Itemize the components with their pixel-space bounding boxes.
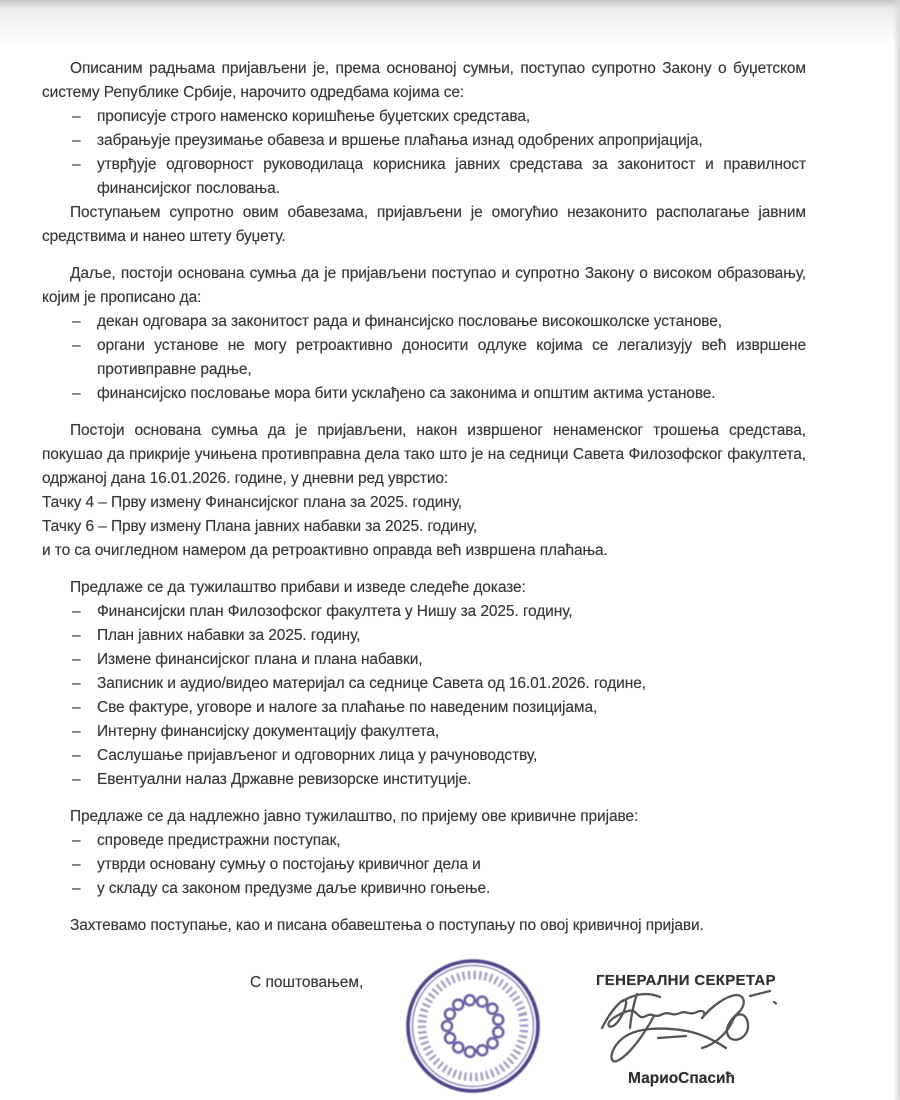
bullet-item: – декан одговара за законитост рада и финансијско пословање високошколске установе,: [42, 310, 806, 334]
bullet-item: – финансијско пословање мора бити усклађено са законима и општим актима установе.: [42, 382, 806, 406]
bullet-dash: –: [72, 603, 81, 620]
bullet-dash: –: [72, 156, 81, 173]
bullet-item: – забрањује преузимање обавеза и вршење плаћања изнад одобрених апропријација,: [42, 129, 806, 153]
bullet-item: – Финансијски план Филозофског факултета у Нишу за 2025. годину,: [42, 600, 806, 624]
bullet-item: – органи установе не могу ретроактивно доносити одлуке којима се легализују већ извршене противправне радње,: [42, 334, 806, 382]
bullet-dash: –: [72, 856, 81, 873]
signer-title: ГЕНЕРАЛНИ СЕКРЕТАР: [596, 972, 776, 989]
handwritten-signature-icon: [590, 982, 790, 1068]
scan-right-shadow: [893, 0, 900, 1100]
bullet-dash: –: [72, 337, 81, 354]
agenda-line: Тачку 4 – Прву измену Финансијског плана за 2025. годину,: [42, 494, 463, 511]
bullet-item: – у складу са законом предузме даље кривично гоњење.: [42, 877, 806, 901]
bullet-dash: –: [72, 747, 81, 764]
salutation: С поштовањем,: [250, 974, 364, 991]
bullet-dash: –: [72, 313, 81, 330]
bullet-item: – Интерну финансијску документацију факултета,: [42, 720, 806, 744]
bullet-dash: –: [72, 385, 81, 402]
document-body: [42, 57, 806, 938]
paragraph: Поступањем супротно овим обавезама, пријављени је омогућио незаконито располагање јавним средствима и нанео штету буџету.: [42, 204, 806, 245]
bullet-dash: –: [72, 108, 81, 125]
paragraph: Постоји основана сумња да је пријављени, након извршеног ненаменског трошења средстава, покушао да прикрије учињена противправна дела тако што је на седници Савета Филозофског факултета, одржаној дана 16.01.2026. године, у дневни ред уврстио:: [42, 422, 806, 487]
bullet-dash: –: [72, 627, 81, 644]
bullet-item: – Евентуални налаз Државне ревизорске институције.: [42, 768, 806, 792]
paragraph: Захтевамо поступање, као и писана обавештења о поступању по овој кривичној пријави.: [70, 917, 704, 934]
bullet-dash: –: [72, 651, 81, 668]
bullet-item: – утврди основану сумњу о постојању кривичног дела и: [42, 853, 806, 877]
paragraph: Предлаже се да надлежно јавно тужилаштво, по пријему ове кривичне пријаве:: [70, 808, 639, 825]
bullet-list: [42, 105, 806, 201]
bullet-dash: –: [72, 832, 81, 849]
bullet-dash: –: [72, 699, 81, 716]
bullet-item: – План јавних набавки за 2025. годину,: [42, 624, 806, 648]
bullet-item: – прописује строго наменско коришћење буџетских средстава,: [42, 105, 806, 129]
bullet-list: [42, 829, 806, 901]
bullet-list: [42, 310, 806, 406]
signature-block: [42, 948, 858, 1100]
paragraph: Предлаже се да тужилаштво прибави и изведе следеће доказе:: [70, 579, 526, 596]
agenda-line: и то са очигледном намером да ретроактивно оправда већ извршена плаћања.: [42, 542, 608, 559]
scan-top-shadow: [0, 0, 900, 46]
paragraph: Описаним радњама пријављени је, према основаној сумњи, поступао супротно Закону о буџетском систему Републике Србије, нарочито одредбама којима се:: [42, 60, 806, 101]
bullet-item: – спроведе предистражни поступак,: [42, 829, 806, 853]
bullet-item: – Све фактуре, уговоре и налоге за плаћање по наведеним позицијама,: [42, 696, 806, 720]
bullet-dash: –: [72, 771, 81, 788]
official-seal-stamp-icon: [403, 956, 543, 1096]
bullet-dash: –: [72, 132, 81, 149]
bullet-dash: –: [72, 723, 81, 740]
bullet-dash: –: [72, 880, 81, 897]
bullet-item: – Саслушање пријављеног и одговорних лица у рачуноводству,: [42, 744, 806, 768]
paragraph: Даље, постоји основана сумња да је пријављени поступао и супротно Закону о високом образовању, којим је прописано да:: [42, 265, 806, 306]
bullet-list: [42, 600, 806, 792]
agenda-line: Тачку 6 – Прву измену Плана јавних набавки за 2025. годину,: [42, 518, 478, 535]
agenda-lines: [42, 491, 806, 563]
signer-name: МариоСпасић: [628, 1070, 735, 1087]
bullet-item: – Измене финансијског плана и плана набавки,: [42, 648, 806, 672]
bullet-item: – Записник и аудио/видео материјал са седнице Савета од 16.01.2026. године,: [42, 672, 806, 696]
bullet-item: – утврђује одговорност руководилаца корисника јавних средстава за законитост и правилност финансијског пословања.: [42, 153, 806, 201]
bullet-dash: –: [72, 675, 81, 692]
